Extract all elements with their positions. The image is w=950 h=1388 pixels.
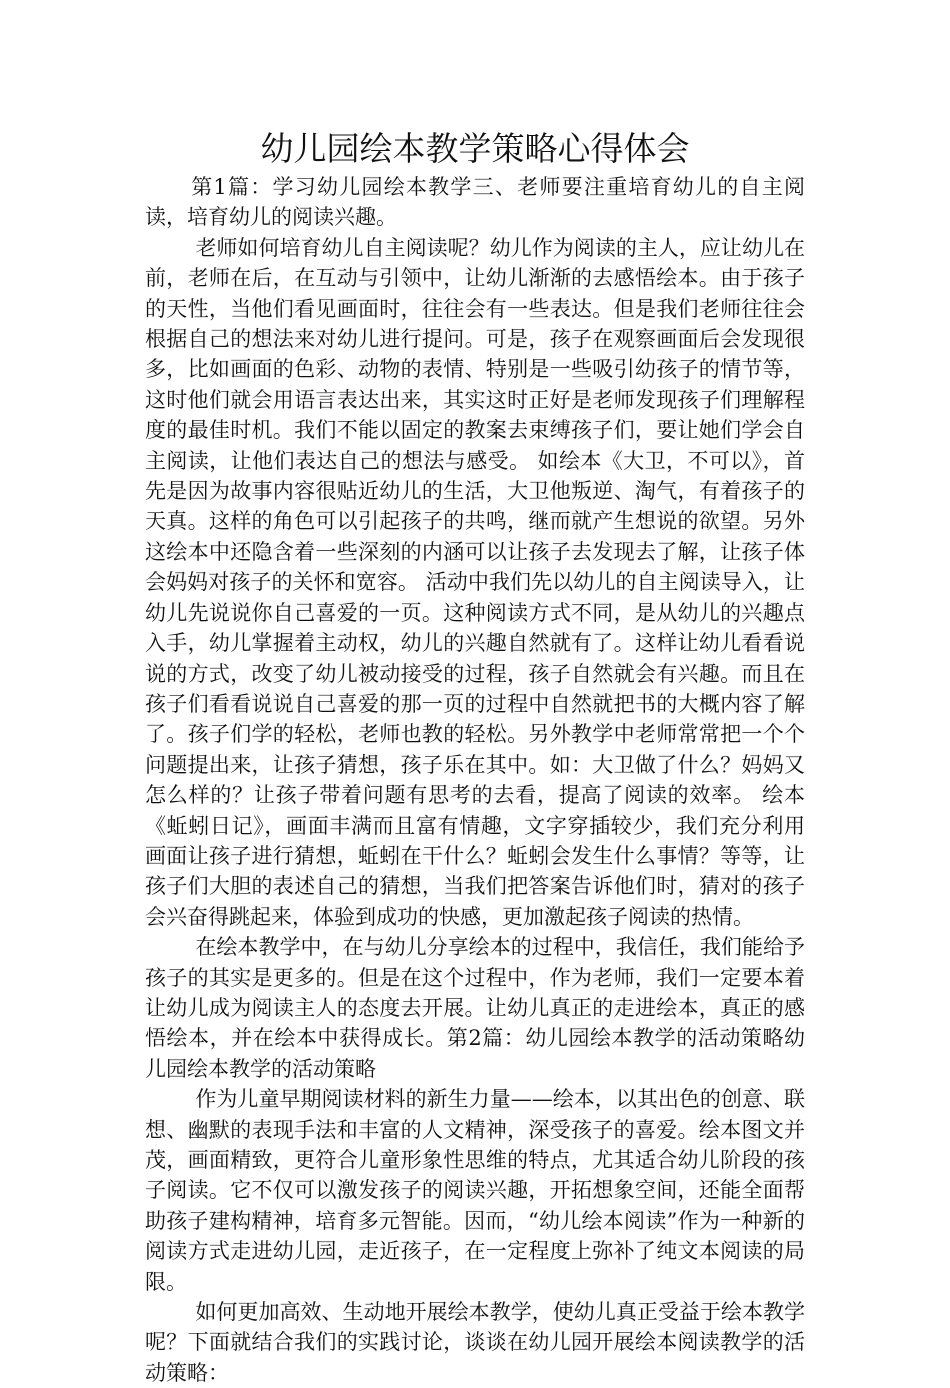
paragraph-4: 作为儿童早期阅读材料的新生力量——绘本，以其出色的创意、联想、幽默的表现手法和丰富的人文精神，深受孩子的喜爱。绘本图文并茂，画面精致，更符合儿童形象性思维的特点，尤其适合幼儿阶段的孩子阅读。它不仅可以激发孩子的阅读兴趣，开拓想象空间，还能全面帮助孩子建构精神，培育多元智能。因而，“幼儿绘本阅读”作为一种新的阅读方式走进幼儿园，走近孩子，在一定程度上弥补了纯文本阅读的局限。	[145, 1087, 805, 1294]
document-body	[145, 172, 805, 1388]
paragraph-2: 老师如何培育幼儿自主阅读呢？幼儿作为阅读的主人，应让幼儿在前，老师在后，在互动与引领中，让幼儿渐渐的去感悟绘本。由于孩子的天性，当他们看见画面时，往往会有一些表达。但是我们老师往往会根据自己的想法来对幼儿进行提问。可是，孩子在观察画面后会发现很多，比如画面的色彩、动物的表情、特别是一些吸引幼孩子的情节等，这时他们就会用语言表达出来，其实这时正好是老师发现孩子们理解程度的最佳时机。我们不能以固定的教案去束缚孩子们，要让她们学会自主阅读，让他们表达自己的想法与感受。 如绘本《大卫，不可以》，首先是因为故事内容很贴近幼儿的生活，大卫他叛逆、淘气，有着孩子的天真。这样的角色可以引起孩子的共鸣，继而就产生想说的欲望。另外这绘本中还隐含着一些深刻的内涵可以让孩子去发现去了解，让孩子体会妈妈对孩子的关怀和宽容。 活动中我们先以幼儿的自主阅读导入，让幼儿先说说你自己喜爱的一页。这种阅读方式不同，是从幼儿的兴趣点入手，幼儿掌握着主动权，幼儿的兴趣自然就有了。这样让幼儿看看说说的方式，改变了幼儿被动接受的过程，孩子自然就会有兴趣。而且在孩子们看看说说自己喜爱的那一页的过程中自然就把书的大概内容了解了。孩子们学的轻松，老师也教的轻松。另外教学中老师常常把一个个问题提出来，让孩子猜想，孩子乐在其中。如：大卫做了什么？妈妈又怎么样的？让孩子带着问题有思考的去看，提高了阅读的效率。 绘本《蚯蚓日记》，画面丰满而且富有情趣，文字穿插较少，我们充分利用画面让孩子进行猜想，蚯蚓在干什么？蚯蚓会发生什么事情？等等，让孩子们大胆的表述自己的猜想，当我们把答案告诉他们时，猜对的孩子会兴奋得跳起来，体验到成功的快感，更加激起孩子阅读的热情。	[145, 235, 805, 929]
paragraph-3: 在绘本教学中，在与幼儿分享绘本的过程中，我信任，我们能给予孩子的其实是更多的。但是在这个过程中，作为老师，我们一定要本着让幼儿成为阅读主人的态度去开展。让幼儿真正的走进绘本，真正的感悟绘本，并在绘本中获得成长。第2篇：幼儿园绘本教学的活动策略幼儿园绘本教学的活动策略	[145, 935, 805, 1081]
paragraph-5: 如何更加高效、生动地开展绘本教学，使幼儿真正受益于绘本教学呢？下面就结合我们的实践讨论，谈谈在幼儿园开展绘本阅读教学的活动策略：	[145, 1300, 805, 1385]
document-title: 幼儿园绘本教学策略心得体会	[260, 129, 690, 168]
paragraph-1: 第1篇：学习幼儿园绘本教学三、老师要注重培育幼儿的自主阅读，培育幼儿的阅读兴趣。	[145, 175, 805, 230]
